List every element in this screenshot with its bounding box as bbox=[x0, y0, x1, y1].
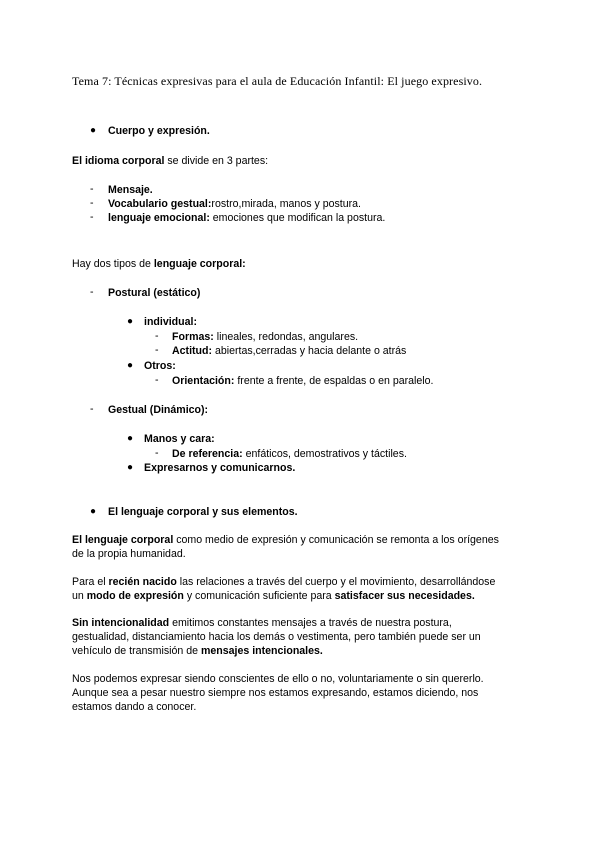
part-bold: lenguaje emocional: bbox=[108, 212, 210, 224]
postural-label: Postural (estático) bbox=[108, 287, 201, 299]
dash-icon: - bbox=[90, 286, 94, 298]
referencia-bold: De referencia: bbox=[172, 448, 243, 460]
dash-icon: - bbox=[90, 211, 94, 223]
p2-bold: recién nacido bbox=[108, 576, 177, 588]
paragraph-line: Nos podemos expresar siendo conscientes de ello o no, voluntariamente o sin quererlo. bbox=[72, 673, 484, 685]
dash-icon: - bbox=[155, 374, 159, 386]
part-rest: rostro,mirada, manos y postura. bbox=[211, 198, 361, 210]
actitud-bold: Actitud: bbox=[172, 345, 213, 357]
p2-text: y comunicación suficiente para bbox=[183, 590, 335, 602]
p3-text: vehículo de transmisión de bbox=[72, 645, 201, 657]
bullet-icon: ● bbox=[90, 125, 97, 136]
paragraph-line bbox=[72, 589, 475, 603]
part-item bbox=[108, 211, 385, 225]
actitud-rest: abiertas,cerradas y hacia delante o atrás bbox=[212, 345, 407, 357]
intro-paragraph bbox=[72, 154, 268, 168]
p2-text: un bbox=[72, 590, 87, 602]
manos-label: Manos y cara: bbox=[144, 433, 215, 445]
p2-text: las relaciones a través del cuerpo y el movimiento, desarrollándose bbox=[176, 576, 496, 588]
otros-label: Otros: bbox=[144, 360, 176, 372]
intro-bold: El idioma corporal bbox=[72, 155, 165, 167]
bullet-icon: ● bbox=[127, 316, 134, 327]
dash-icon: - bbox=[155, 447, 159, 459]
part-bold: Vocabulario gestual: bbox=[108, 198, 212, 210]
part-bold: Mensaje. bbox=[108, 184, 153, 196]
orientacion-bold: Orientación: bbox=[172, 375, 235, 387]
types-bold: lenguaje corporal: bbox=[153, 258, 246, 270]
orientacion-rest: frente a frente, de espaldas o en paralelo. bbox=[234, 375, 434, 387]
p1-bold: El lenguaje corporal bbox=[72, 534, 174, 546]
dash-icon: - bbox=[90, 197, 94, 209]
p2-bold: modo de expresión bbox=[86, 590, 184, 602]
section-heading-lenguaje: El lenguaje corporal y sus elementos. bbox=[108, 506, 298, 518]
dash-icon: - bbox=[155, 344, 159, 356]
individual-label: individual: bbox=[144, 316, 197, 328]
paragraph-line: estamos dando a conocer. bbox=[72, 701, 197, 713]
paragraph-line: gestualidad, distanciamiento hacia los demás o vestimenta, pero también puede ser un bbox=[72, 631, 481, 643]
formas-rest: lineales, redondas, angulares. bbox=[213, 331, 359, 343]
types-pre: Hay dos tipos de bbox=[72, 258, 154, 270]
part-item bbox=[108, 197, 361, 211]
paragraph-line bbox=[72, 575, 495, 589]
p3-bold: Sin intencionalidad bbox=[72, 617, 170, 629]
section-heading-cuerpo: Cuerpo y expresión. bbox=[108, 125, 210, 137]
referencia-rest: enfáticos, demostrativos y táctiles. bbox=[242, 448, 407, 460]
paragraph-line: Aunque sea a pesar nuestro siempre nos estamos expresando, estamos diciendo, nos bbox=[72, 687, 479, 699]
intro-rest: se divide en 3 partes: bbox=[164, 155, 269, 167]
part-rest: emociones que modifican la postura. bbox=[209, 212, 386, 224]
referencia-item bbox=[172, 447, 407, 461]
orientacion-item bbox=[172, 374, 433, 388]
actitud-item bbox=[172, 344, 406, 358]
paragraph-line bbox=[72, 616, 452, 630]
p3-text: emitimos constantes mensajes a través de nuestra postura, bbox=[169, 617, 452, 629]
paragraph-line bbox=[72, 533, 499, 547]
formas-bold: Formas: bbox=[172, 331, 214, 343]
p3-bold: mensajes intencionales. bbox=[200, 645, 323, 657]
document-title: Tema 7: Técnicas expresivas para el aula de Educación Infantil: El juego expresivo. bbox=[72, 74, 483, 88]
expresarnos-label: Expresarnos y comunicarnos. bbox=[144, 462, 296, 474]
p2-text: Para el bbox=[72, 576, 109, 588]
bullet-icon: ● bbox=[127, 462, 134, 473]
dash-icon: - bbox=[155, 330, 159, 342]
bullet-icon: ● bbox=[90, 506, 97, 517]
dash-icon: - bbox=[90, 403, 94, 415]
bullet-icon: ● bbox=[127, 360, 134, 371]
part-item bbox=[108, 183, 153, 197]
p2-bold: satisfacer sus necesidades. bbox=[334, 590, 475, 602]
paragraph-line bbox=[72, 644, 323, 658]
gestual-label: Gestual (Dinámico): bbox=[108, 404, 209, 416]
bullet-icon: ● bbox=[127, 433, 134, 444]
dash-icon: - bbox=[90, 183, 94, 195]
p1-text: como medio de expresión y comunicación se remonta a los orígenes bbox=[173, 534, 499, 546]
formas-item bbox=[172, 330, 358, 344]
types-paragraph bbox=[72, 257, 246, 271]
paragraph-line: de la propia humanidad. bbox=[72, 548, 186, 560]
